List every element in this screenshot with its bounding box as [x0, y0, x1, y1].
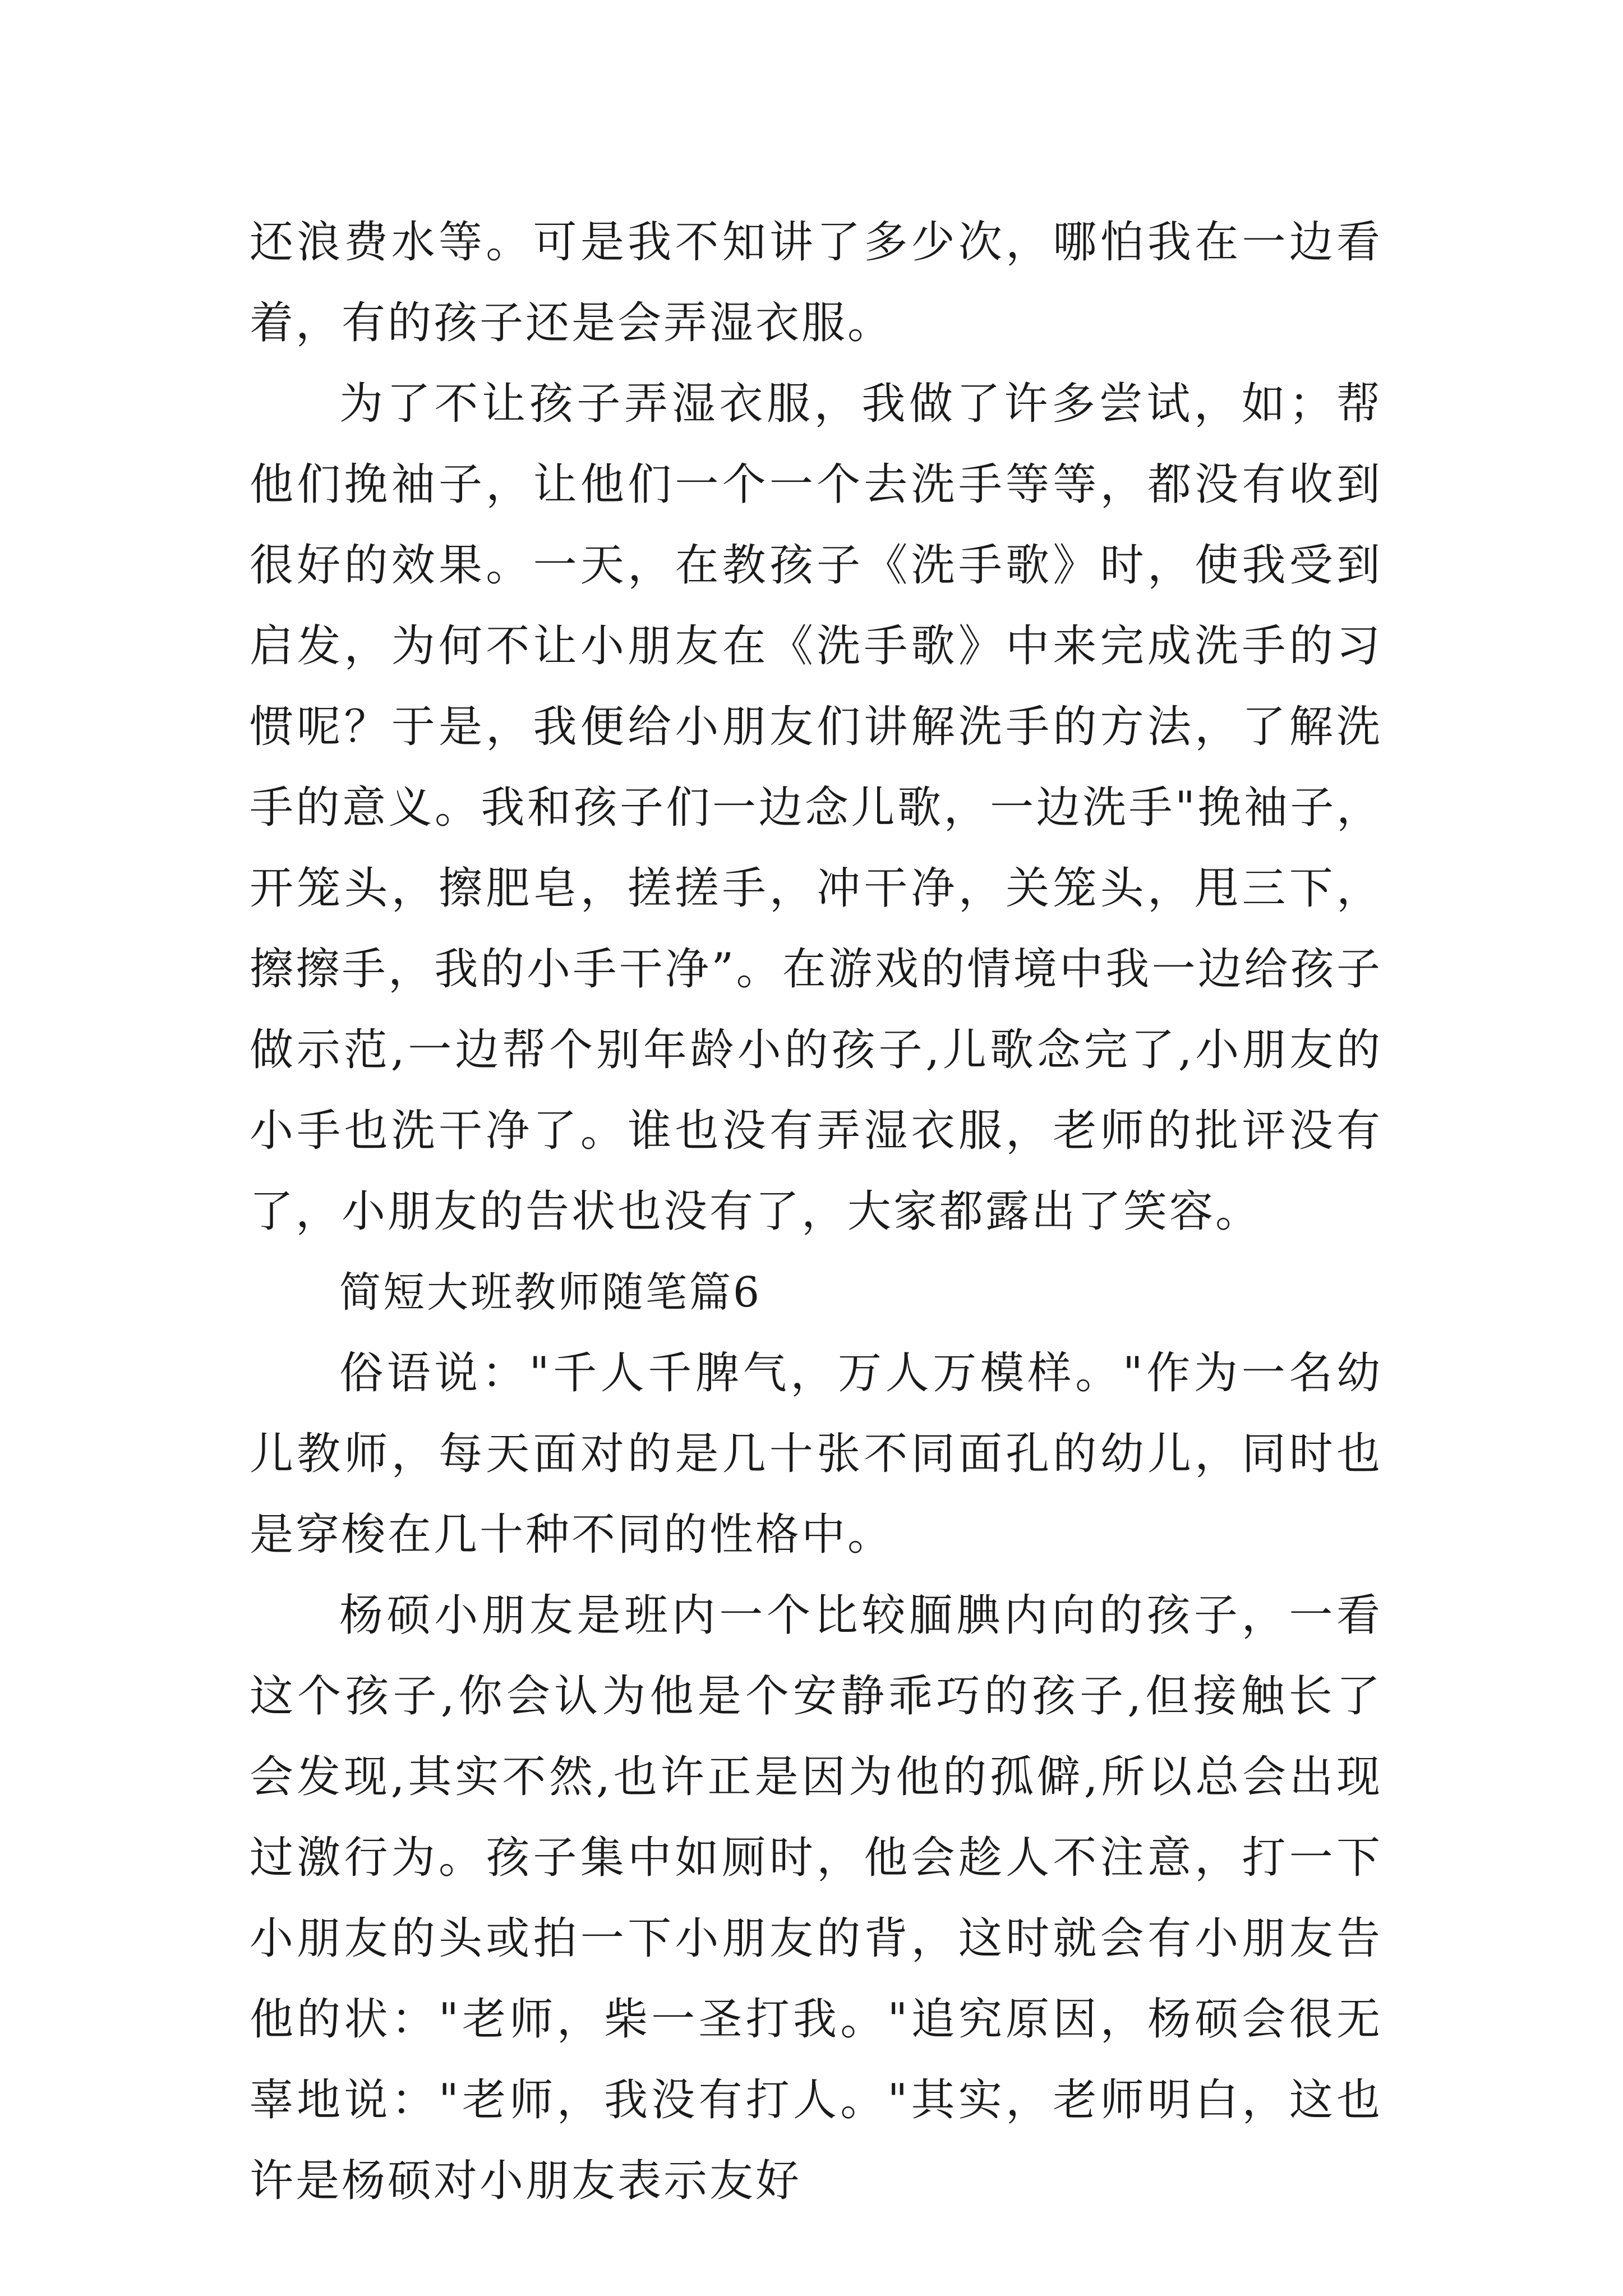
document-body — [250, 202, 1382, 2221]
section-heading: 简短大班教师随笔篇6 — [339, 1268, 762, 1317]
paragraph-3: 俗语说："千人千脾气，万人万模样。"作为一名幼儿教师，每天面对的是几十张不同面孔的幼儿，同时也是穿梭在几十种不同的性格中。 — [250, 1348, 1382, 1560]
paragraph-4: 杨硕小朋友是班内一个比较腼腆内向的孩子，一看这个孩子,你会认为他是个安静乖巧的孩子,但接触长了会发现,其实不然,也许正是因为他的孤僻,所以总会出现过激行为。孩子集中如厕时，他会趁人不注意，打一下小朋友的头或拍一下小朋友的背，这时就会有小朋友告他的状："老师，柴一圣打我。"追究原因，杨硕会很无辜地说："老师，我没有打人。"其实，老师明白，这也许是杨硕对小朋友表示友好 — [250, 1590, 1382, 2206]
paragraph-1: 还浪费水等。可是我不知讲了多少次，哪怕我在一边看着，有的孩子还是会弄湿衣服。 — [250, 217, 1382, 348]
paragraph-2: 为了不让孩子弄湿衣服，我做了许多尝试，如；帮他们挽袖子，让他们一个一个去洗手等等，都没有收到很好的效果。一天，在教孩子《洗手歌》时，使我受到启发，为何不让小朋友在《洗手歌》中来完成洗手的习惯呢？于是，我便给小朋友们讲解洗手的方法，了解洗手的意义。我和孩子们一边念儿歌，一边洗手"挽袖子，开笼头，擦肥皂，搓搓手，冲干净，关笼头，甩三下，擦擦手，我的小手干净”。在游戏的情境中我一边给孩子做示范,一边帮个别年龄小的孩子,儿歌念完了,小朋友的小手也洗干净了。谁也没有弄湿衣服，老师的批评没有了，小朋友的告状也没有了，大家都露出了笑容。 — [250, 379, 1382, 1237]
